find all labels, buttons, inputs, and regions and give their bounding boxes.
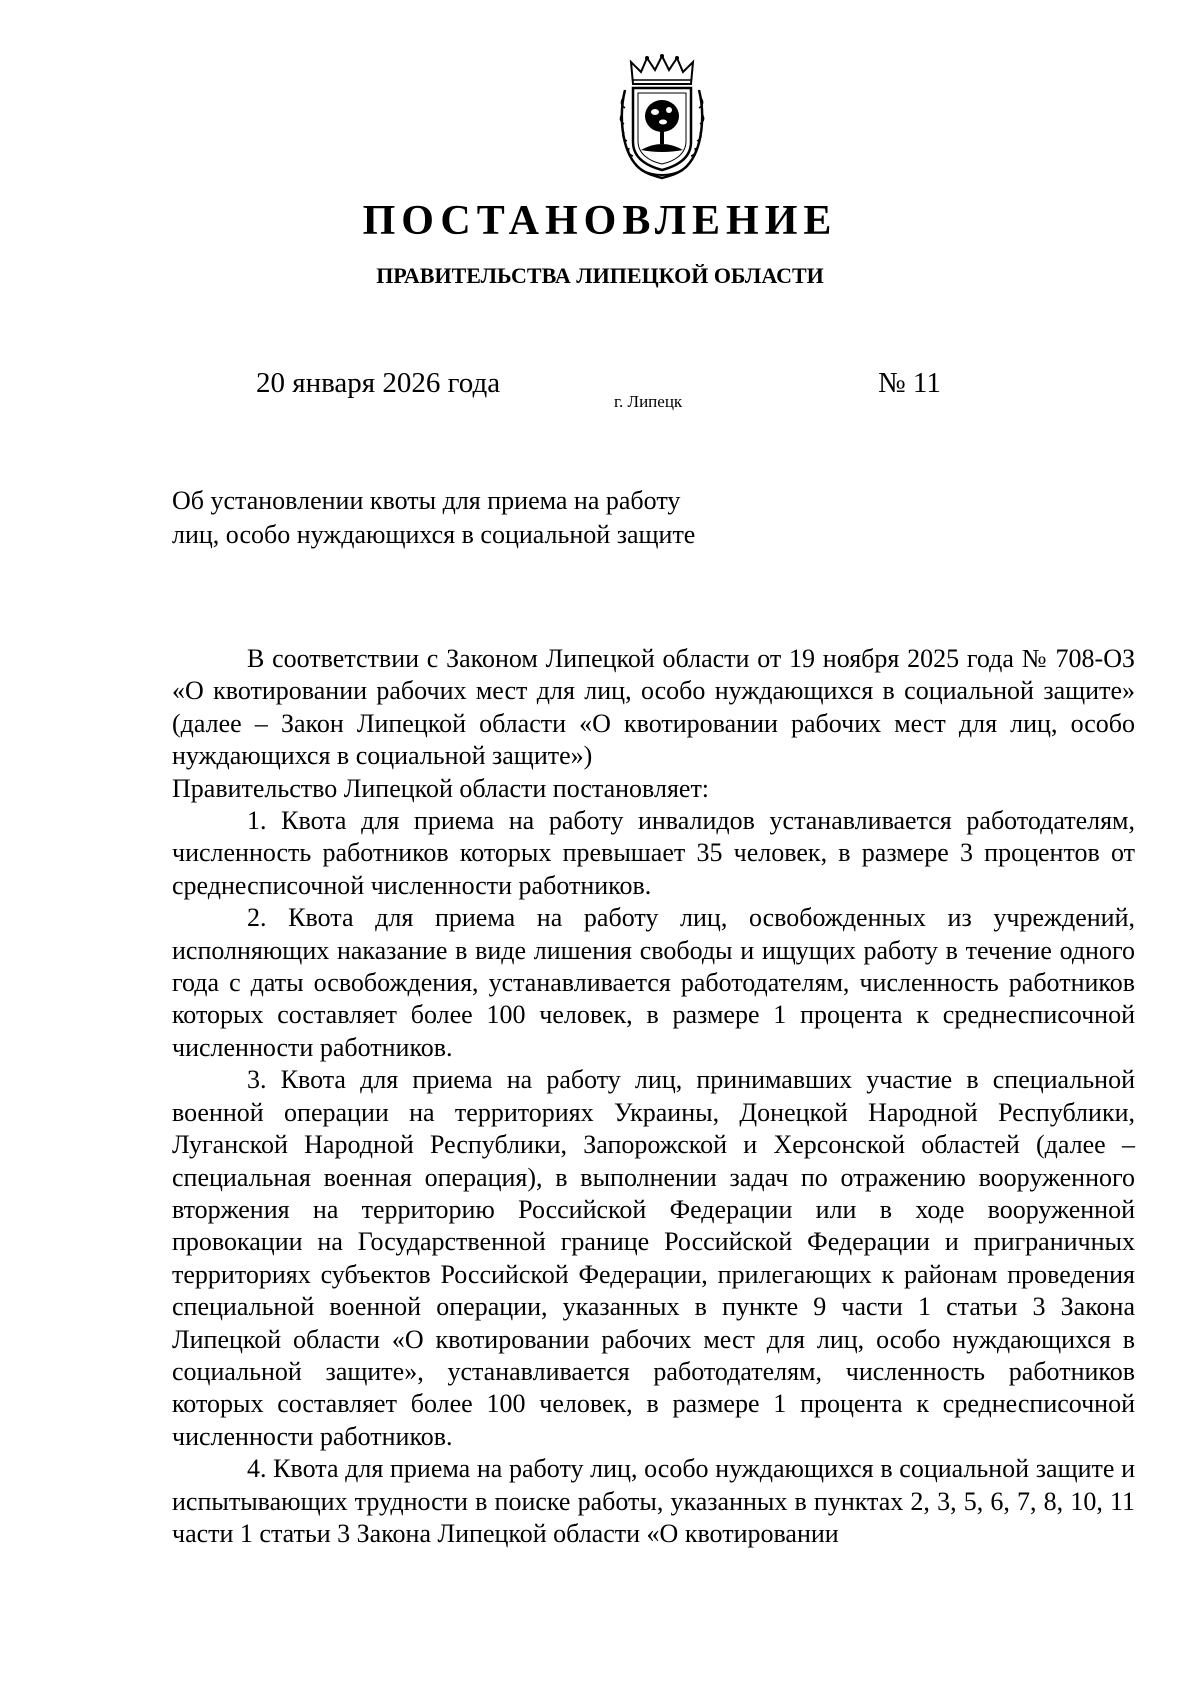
document-subject-line: лиц, особо нуждающихся в социальной защите xyxy=(172,520,696,549)
body-paragraph-3: 3. Квота для приема на работу лиц, принимавших участие в специальной военной операции на территориях Украины, Донецкой Народной Республики, Луганской Народной Республики, Запорожской и Херсонской областей (далее – специальная военная операция), в выполнении задач по отражению вооруженного вторжения на территорию Российской Федерации или в ходе вооруженной провокации на Государственной границе Российской Федерации и приграничных территориях субъектов Российской Федерации, прилегающих к районам проведения специальной военной операции, указанных в пункте 9 части 1 статьи 3 Закона Липецкой области «О квотировании рабочих мест для лиц, особо нуждающихся в социальной защите», устанавливается работодателям, численность работников которых составляет более 100 человек, в размере 1 процента к среднесписочной численности работников. xyxy=(172,1065,1135,1451)
preamble-paragraph: В соответствии с Законом Липецкой области от 19 ноября 2025 года № 708-ОЗ «О квотировании рабочих мест для лиц, особо нуждающихся в социальной защите» (далее – Закон Липецкой области «О квотировании рабочих мест для лиц, особо нуждающихся в социальной защите») xyxy=(172,644,1135,771)
body-paragraph-4: 4. Квота для приема на работу лиц, особо нуждающихся в социальной защите и испытывающих трудности в поиске работы, указанных в пунктах 2, 3, 5, 6, 7, 8, 10, 11 части 1 статьи 3 Закона Липецкой области «О квотировании xyxy=(172,1454,1135,1548)
document-subject xyxy=(172,484,792,552)
document-city: г. Липецк xyxy=(614,392,683,411)
body-paragraph-2: 2. Квота для приема на работу лиц, освобожденных из учреждений, исполняющих наказание в виде лишения свободы и ищущих работу в течение одного года с даты освобождения, устанавливается работодателям, численность работников которых составляет более 100 человек, в размере 1 процента к среднесписочной численности работников. xyxy=(172,903,1135,1062)
document-body xyxy=(172,643,1135,1550)
body-paragraph-1: 1. Квота для приема на работу инвалидов устанавливается работодателям, численность работников которых превышает 35 человек, в размере 3 процентов от среднесписочной численности работников. xyxy=(172,806,1135,900)
document-subject-line: Об установлении квоты для приема на работу xyxy=(172,486,681,515)
document-issuer: ПРАВИТЕЛЬСТВА ЛИПЕЦКОЙ ОБЛАСТИ xyxy=(376,263,824,288)
document-date: 20 января 2026 года xyxy=(256,367,501,399)
document-number: № 11 xyxy=(878,367,941,399)
document-title: ПОСТАНОВЛЕНИЕ xyxy=(362,198,838,244)
lipetsk-oblast-coat-of-arms-icon xyxy=(619,54,705,180)
preamble-resolution: Правительство Липецкой области постановляет: xyxy=(172,773,710,803)
